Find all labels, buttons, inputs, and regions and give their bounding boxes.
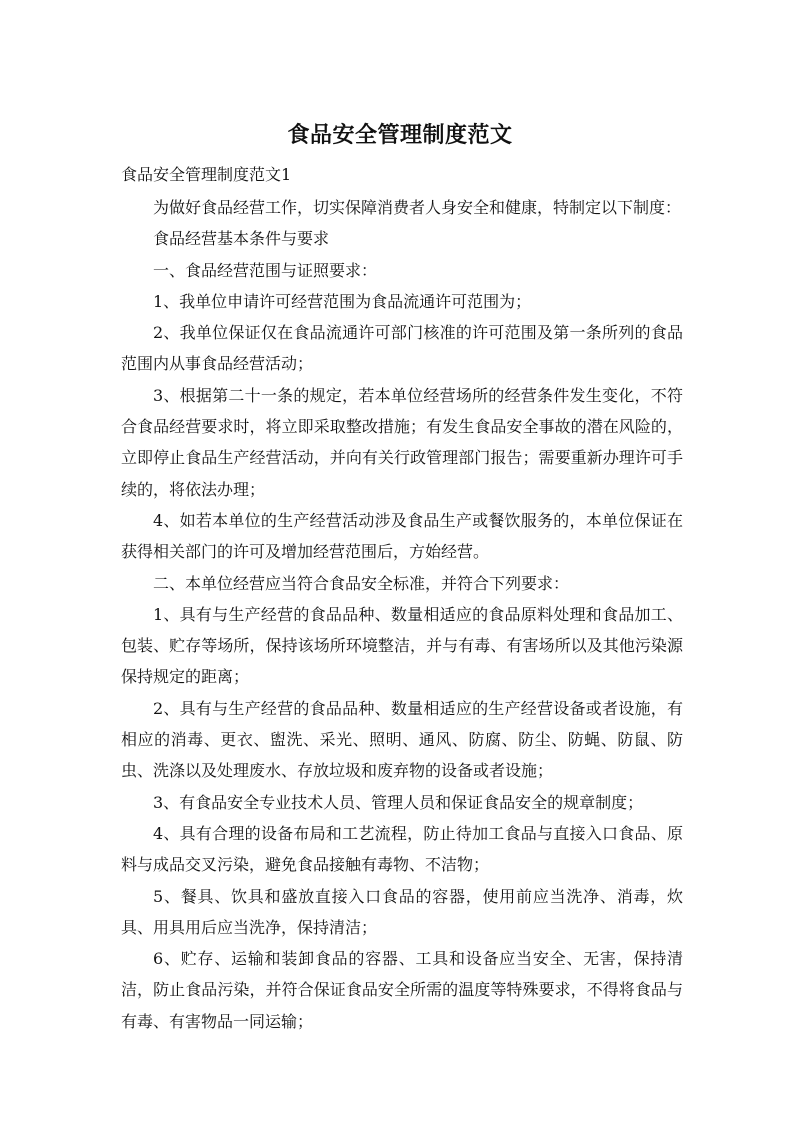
paragraph: 5、餐具、饮具和盛放直接入口食品的容器，使用前应当洗净、消毒，炊具、用具用后应当洗净，保持清洁； <box>121 886 683 937</box>
paragraph: 4、具有合理的设备布局和工艺流程，防止待加工食品与直接入口食品、原料与成品交叉污染，避免食品接触有毒物、不洁物； <box>121 823 683 875</box>
paragraph: 1、我单位申请许可经营范围为食品流通许可范围为； <box>153 291 532 311</box>
paragraph: 为做好食品经营工作，切实保障消费者人身安全和健康，特制定以下制度： <box>153 198 682 217</box>
paragraph: 6、贮存、运输和装卸食品的容器、工具和设备应当安全、无害，保持清洁，防止食品污染，并符合保证食品安全所需的温度等特殊要求，不得将食品与有毒、有害物品一同运输； <box>121 949 683 1031</box>
paragraph: 2、我单位保证仅在食品流通许可部门核准的许可范围及第一条所列的食品范围内从事食品经营活动； <box>121 323 683 374</box>
paragraph: 2、具有与生产经营的食品品种、数量相适应的生产经营设备或者设施，有相应的消毒、更衣、盥洗、采光、照明、通风、防腐、防尘、防蝇、防鼠、防虫、洗涤以及处理废水、存放垃圾和废弃物的设备或者设施； <box>121 698 683 781</box>
paragraph: 4、如若本单位的生产经营活动涉及食品生产或餐饮服务的，本单位保证在获得相关部门的许可及增加经营范围后，方始经营。 <box>121 510 683 562</box>
document-body <box>121 192 683 1037</box>
document-title: 食品安全管理制度范文 <box>287 123 513 148</box>
document-subtitle: 食品安全管理制度范文1 <box>121 165 292 184</box>
paragraph: 1、具有与生产经营的食品品种、数量相适应的食品原料处理和食品加工、包装、贮存等场所，保持该场所环境整洁，并与有毒、有害场所以及其他污染源保持规定的距离； <box>121 604 683 687</box>
paragraph: 一、食品经营范围与证照要求： <box>153 260 378 280</box>
paragraph: 二、本单位经营应当符合食品安全标准，并符合下列要求： <box>153 573 570 593</box>
paragraph: 3、有食品安全专业技术人员、管理人员和保证食品安全的规章制度； <box>153 792 644 812</box>
paragraph: 3、根据第二十一条的规定，若本单位经营场所的经营条件发生变化，不符合食品经营要求时，将立即采取整改措施；有发生食品安全事故的潜在风险的，立即停止食品生产经营活动，并向有关行政管理部门报告；需要重新办理许可手续的，将依法办理； <box>121 385 683 499</box>
paragraph: 食品经营基本条件与要求 <box>153 229 330 249</box>
